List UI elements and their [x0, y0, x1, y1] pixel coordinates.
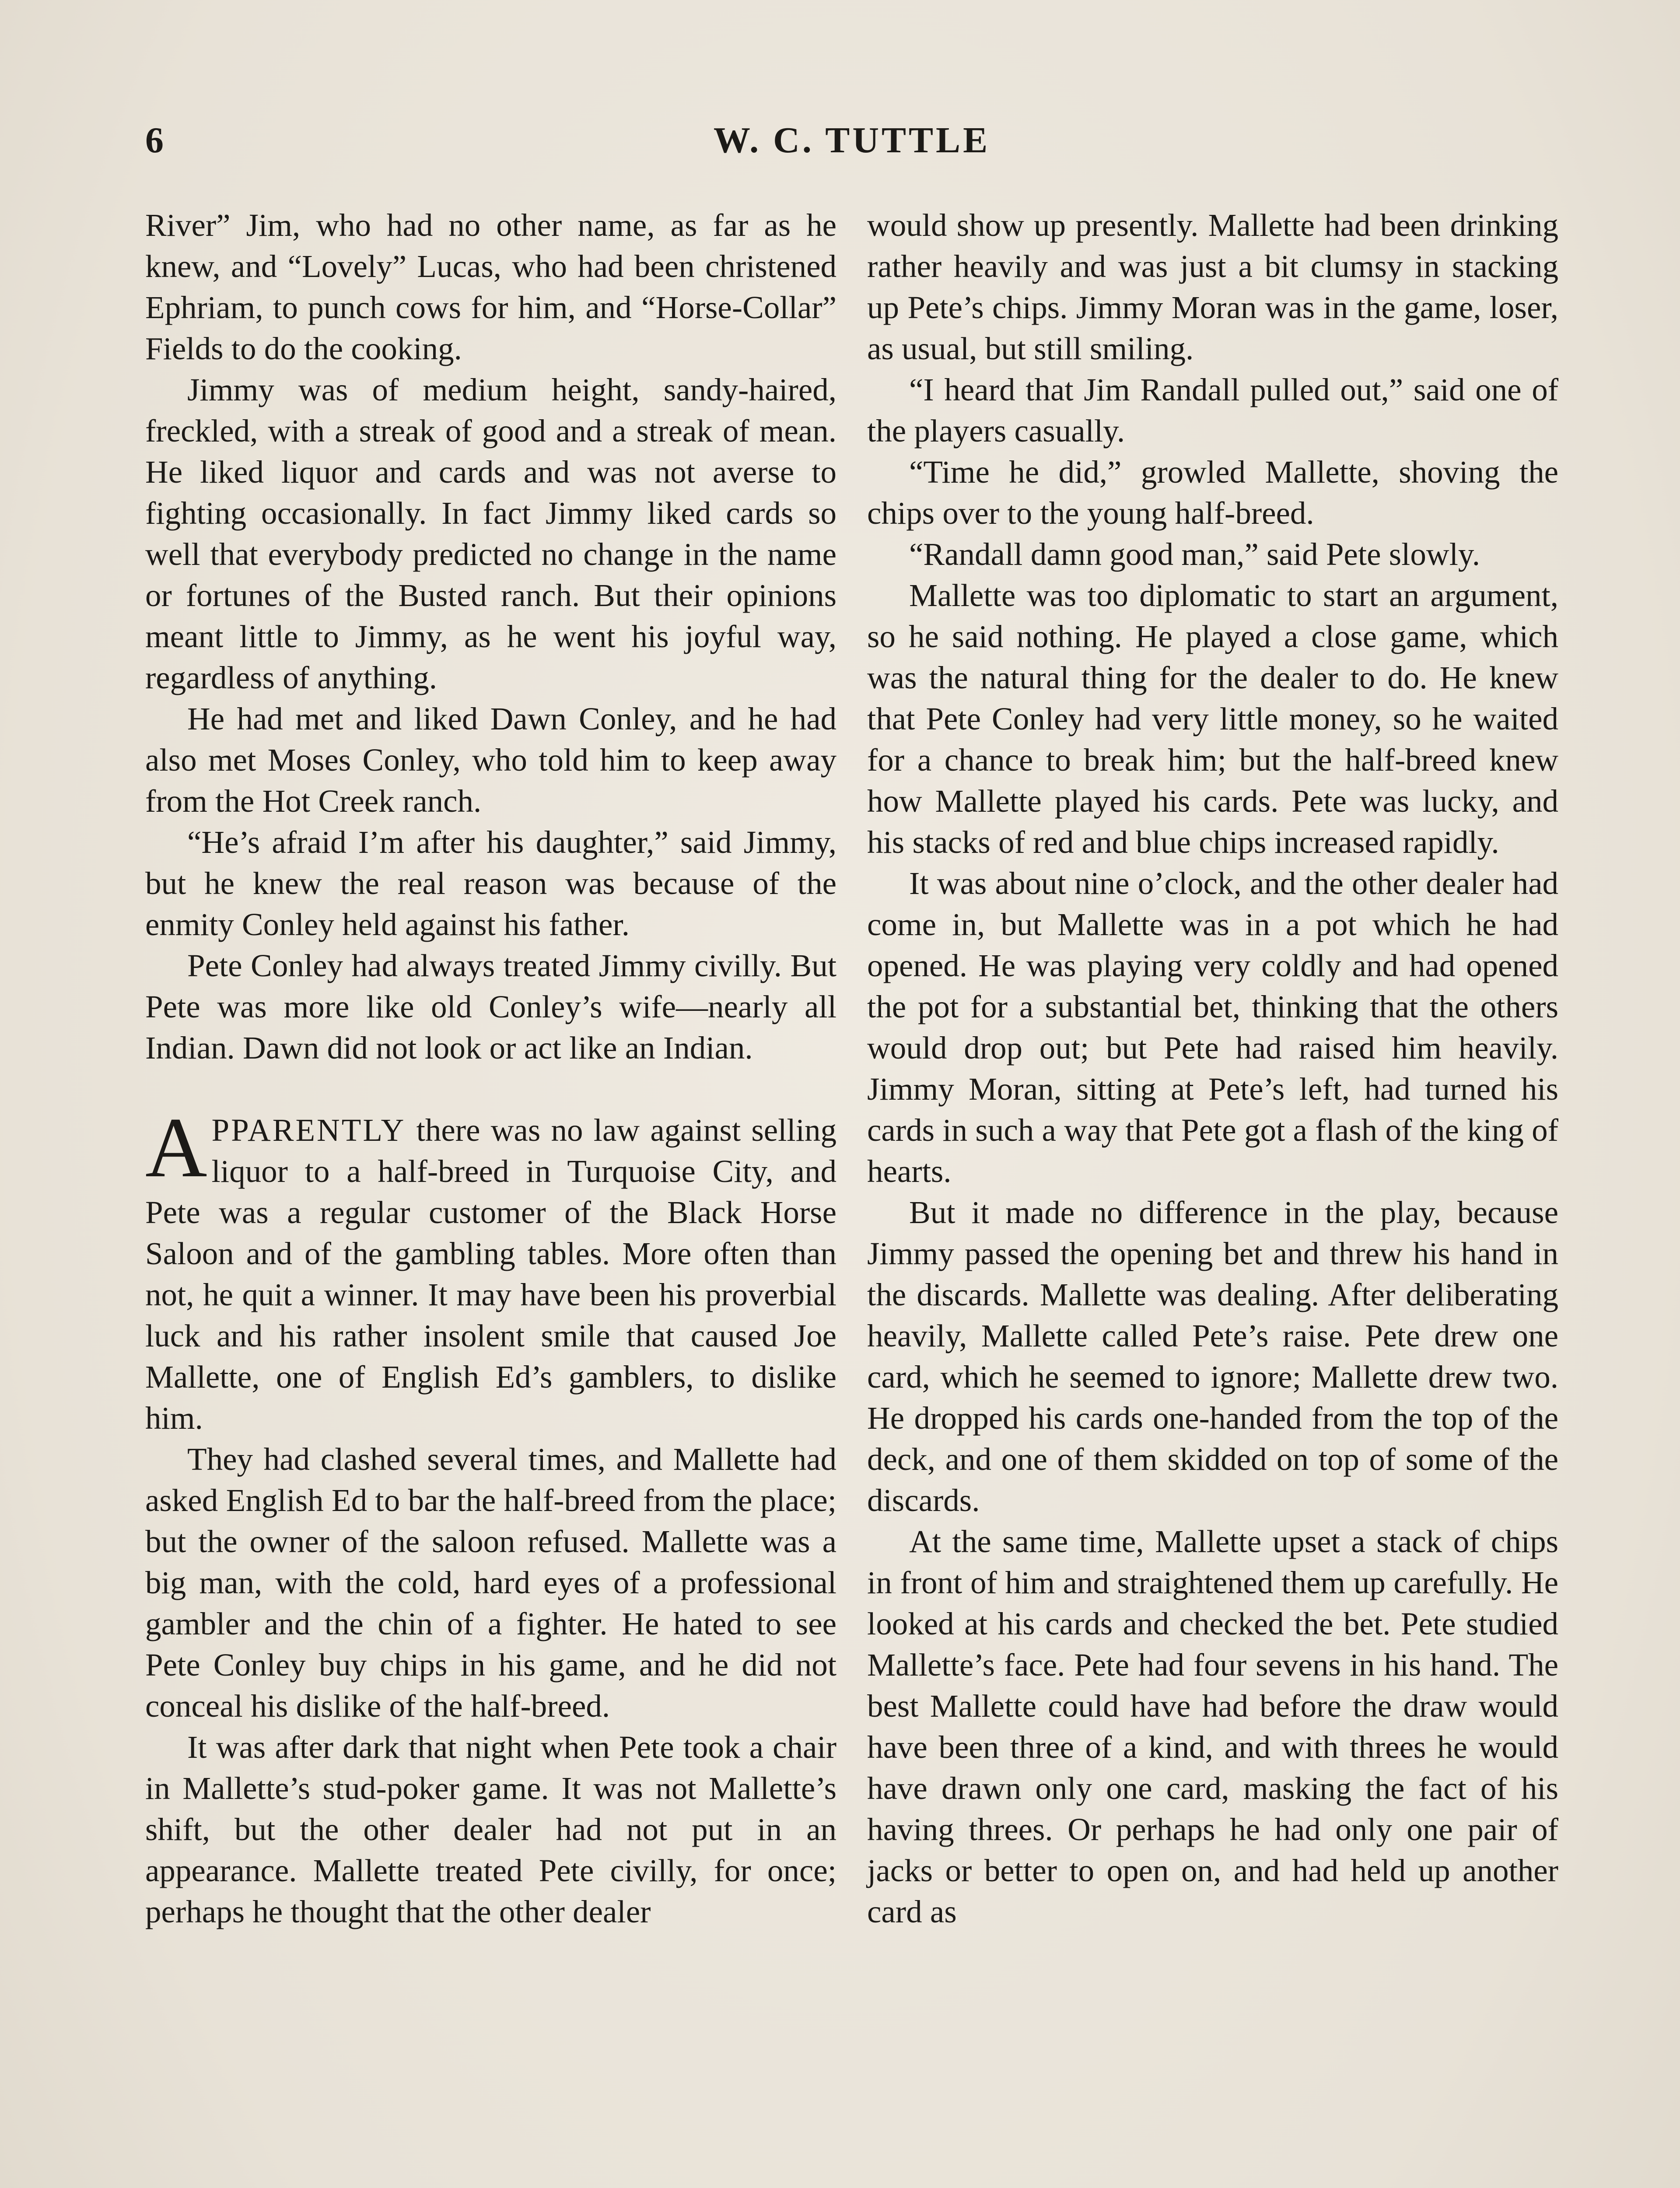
paragraph: “Randall damn good man,” said Pete slowly.	[909, 536, 1480, 572]
section-lead-word: PPARENTLY	[211, 1112, 406, 1148]
page-number: 6	[145, 120, 164, 161]
paragraph: It was after dark that night when Pete took a chair in Mallette’s stud-poker game. It was not Mallette’s shift, but the other dealer had not put in an appearance. Mallette treated Pete civilly, for once; perhaps he thought that the other dealer	[145, 1729, 836, 1929]
paragraph: They had clashed several times, and Mallette had asked English Ed to bar the half-breed from the place; but the owner of the saloon refused. Mallette was a big man, with the cold, hard eyes of a professional gambler and the chin of a fighter. He hated to see Pete Conley buy chips in his game, and he did not conceal his dislike of the half-breed.	[145, 1441, 836, 1724]
section-start-paragraph	[145, 1100, 836, 1439]
paragraph: “He’s afraid I’m after his daughter,” said Jimmy, but he knew the real reason was because of the enmity Conley held against his father.	[145, 824, 836, 942]
paragraph: It was about nine o’clock, and the other dealer had come in, but Mallette was in a pot which he had opened. He was playing very coldly and had opened the pot for a substantial bet, thinking that the others would drop out; but Pete had raised him heavily. Jimmy Moran, sitting at Pete’s left, had turned his cards in such a way that Pete got a flash of the king of hearts.	[867, 866, 1558, 1189]
text-columns	[145, 205, 1558, 2188]
drop-cap: A	[145, 1100, 207, 1195]
paragraph: Pete Conley had always treated Jimmy civilly. But Pete was more like old Conley’s wife—nearly all Indian. Dawn did not look or act like an Indian.	[145, 948, 836, 1066]
paragraph-text: there was no law against selling liquor to a half-breed in Turquoise City, and Pete was a regular customer of the Black Horse Saloon and of the gambling tables. More often than not, he quit a winner. It may have been his proverbial luck and his rather insolent smile that caused Joe Mallette, one of English Ed’s gamblers, to dislike him.	[145, 1112, 836, 1436]
left-column	[145, 205, 836, 2188]
paragraph: River” Jim, who had no other name, as far as he knew, and “Lovely” Lucas, who had been christened Ephriam, to punch cows for him, and “Horse-Collar” Fields to do the cooking.	[145, 207, 836, 366]
paragraph: But it made no difference in the play, because Jimmy passed the opening bet and threw his hand in the discards. Mallette was dealing. After deliberating heavily, Mallette called Pete’s raise. Pete drew one card, which he seemed to ignore; Mallette drew two. He dropped his cards one-handed from the top of the deck, and one of them skidded on top of some of the discards.	[867, 1195, 1558, 1518]
paragraph: would show up presently. Mallette had been drinking rather heavily and was just a bit clumsy in stacking up Pete’s chips. Jimmy Moran was in the game, loser, as usual, but still smiling.	[867, 207, 1558, 366]
paragraph: He had met and liked Dawn Conley, and he had also met Moses Conley, who told him to keep away from the Hot Creek ranch.	[145, 701, 836, 819]
right-column	[867, 205, 1558, 2188]
running-head-author: W. C. TUTTLE	[713, 120, 990, 161]
paragraph: “Time he did,” growled Mallette, shoving the chips over to the young half-breed.	[867, 454, 1558, 531]
paragraph: “I heard that Jim Randall pulled out,” said one of the players casually.	[867, 372, 1558, 449]
paragraph: Jimmy was of medium height, sandy-haired, freckled, with a streak of good and a streak of mean. He liked liquor and cards and was not averse to fighting occasionally. In fact Jimmy liked cards so well that everybody predicted no change in the name or fortunes of the Busted ranch. But their opinions meant little to Jimmy, as he went his joyful way, regardless of anything.	[145, 372, 836, 695]
paragraph: At the same time, Mallette upset a stack of chips in front of him and straightened them up carefully. He looked at his cards and checked the bet. Pete studied Mallette’s face. Pete had four sevens in his hand. The best Mallette could have had before the draw would have been three of a kind, and with threes he would have drawn only one card, masking the fact of his having threes. Or perhaps he had only one pair of jacks or better to open on, and had held up another card as	[867, 1524, 1558, 1929]
paragraph: Mallette was too diplomatic to start an argument, so he said nothing. He played a close game, which was the natural thing for the dealer to do. He knew that Pete Conley had very little money, so he waited for a chance to break him; but the half-breed knew how Mallette played his cards. Pete was lucky, and his stacks of red and blue chips increased rapidly.	[867, 578, 1558, 860]
page-header	[145, 119, 1558, 172]
